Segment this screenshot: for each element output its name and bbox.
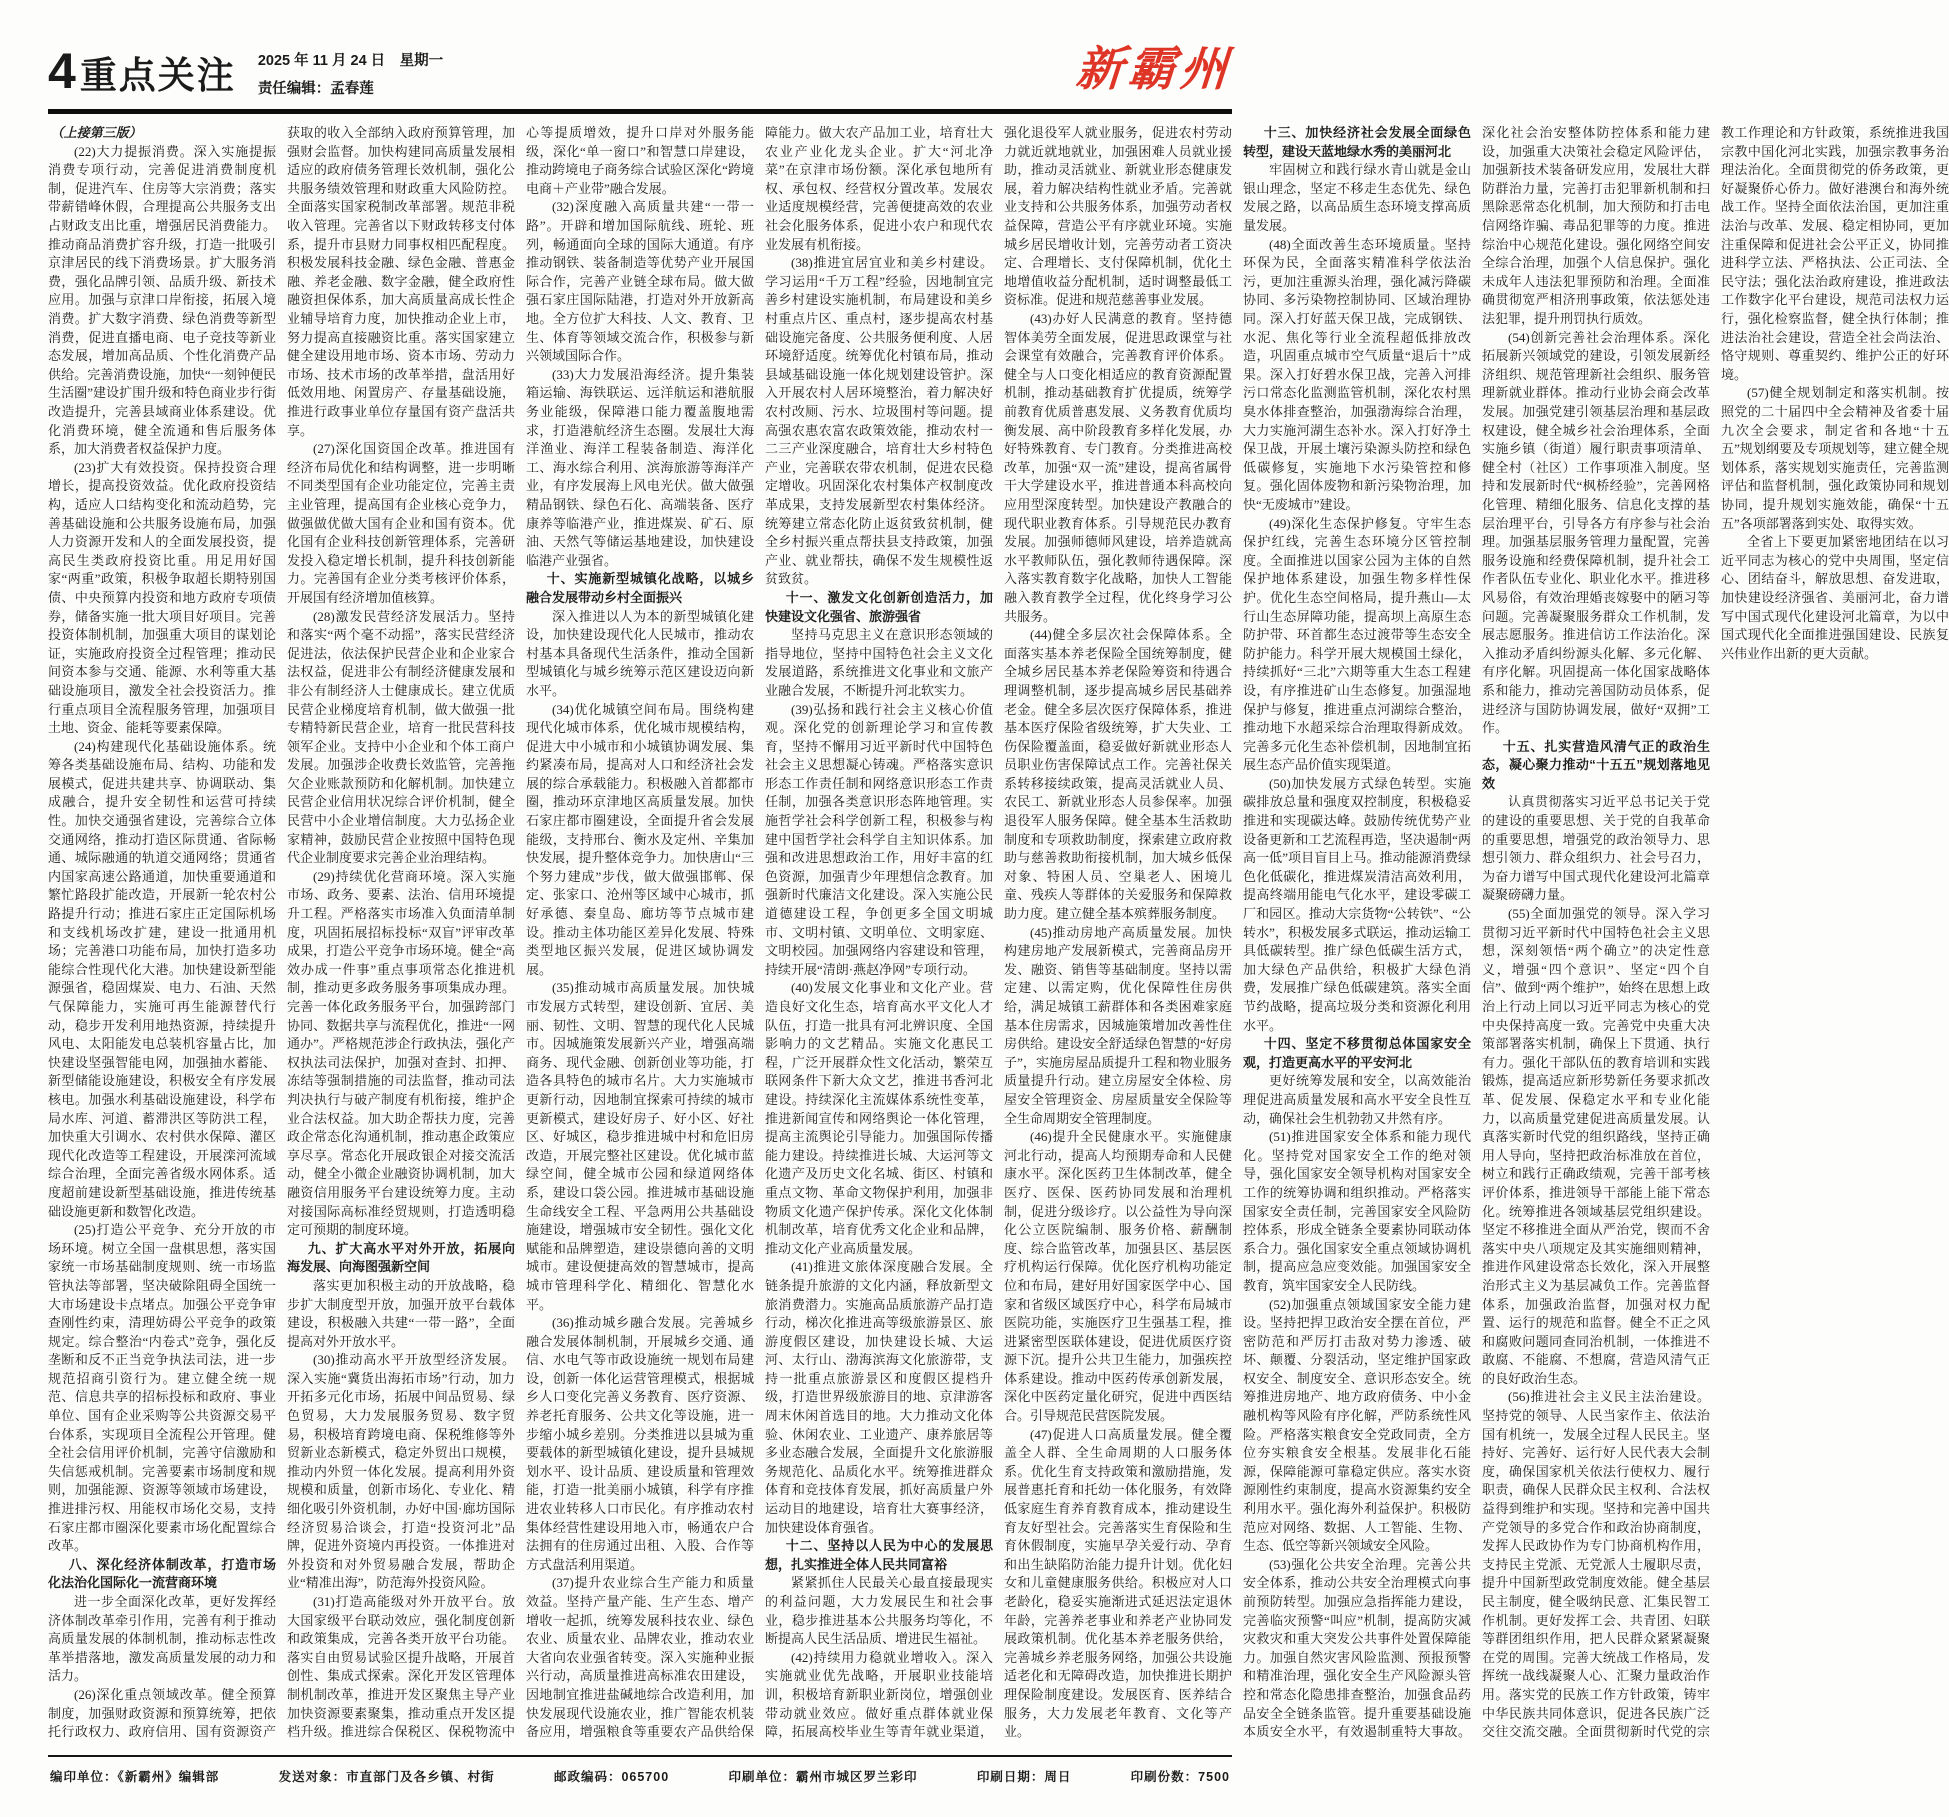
article-paragraph: 牢固树立和践行绿水青山就是金山银山理念，坚定不移走生态优先、绿色发展之路，以高品质生态环境支撑高质量发展。 (1243, 162, 1471, 234)
article-paragraph: 深入推进以人为本的新型城镇化建设，加快建设现代化人民城市，推动农村基本具备现代生活条件，推动全国新型城镇化与城乡统筹示范区建设迈向新水平。 (526, 608, 754, 698)
article-section-heading: 十一、激发文化创新创造活力，加快建设文化强省、旅游强省 (765, 589, 993, 624)
article-paragraph: (55)全面加强党的领导。深入学习贯彻习近平新时代中国特色社会主义思想，深刻领悟“两个确立”的决定性意义，增强“四个意识”、坚定“四个自信”、做到“两个维护”，始终在思想上政治上行动上同以习近平同志为核心的党中央保持高度一致。完善党中央重大决策部署落实机制，确保上下贯通、执行有力。强化干部队伍的教育培训和实践锻炼，提高适应新形势新任务要求抓改革、促发展、保稳定水平和专业化能力，以高质量党建促进高质量发展。认真落实新时代党的组织路线，坚持正确用人导向，坚持把政治标准放在首位，树立和践行正确政绩观，完善干部考核评价体系，推进领导干部能上能下常态化。统筹推进各领域基层党组织建设。坚定不移推进全面从严治党，锲而不舍落实中央八项规定及其实施细则精神，推进作风建设常态长效化，深入开展整治形式主义为基层减负工作。完善监督体系，加强政治监督，加强对权力配置、运行的规范和监督。健全不正之风和腐败问题同查同治机制，一体推进不敢腐、不能腐、不想腐，营造风清气正的良好政治生态。 (1482, 906, 1710, 1386)
article-paragraph: (40)发展文化事业和文化产业。营造良好文化生态，培育高水平文化人才队伍，打造一批具有河北辨识度、全国影响力的文艺精品。实施文化惠民工程，广泛开展群众性文化活动，繁荣互联网条件下新大众文艺，推进书香河北建设。持续深化主流媒体系统性变革，推进新闻宣传和网络舆论一体化管理，提高主流舆论引导能力。加强国际传播能力建设。持续推进长城、大运河等文化遗产及历史文化名城、街区、村镇和重点文物、革命文物保护利用，加强非物质文化遗产保护传承。深化文化体制机制改革，培育优秀文化企业和品牌，推动文化产业高质量发展。 (765, 980, 993, 1256)
article-paragraph: (29)持续优化营商环境。深入实施市场、政务、要素、法治、信用环境提升工程。严格落实市场准入负面清单制度，巩固拓展招标投标“双盲”评审改革成果，打造公平竞争市场环境。健全“高效办成一件事”重点事项常态化推进机制，推动更多政务服务事项集成办理。完善一体化政务服务平台，加强跨部门协同、数据共享与流程优化，推进“一网通办”。严格规范涉企行政执法，强化产权执法司法保护，加强对查封、扣押、冻结等强制措施的司法监督，推动司法判决执行与破产制度有机衔接，维护企业合法权益。加大助企帮扶力度，完善政企常态化沟通机制，推动惠企政策应享尽享。常态化开展政银企对接交流活动，健全小微企业融资协调机制，加大融资信用服务平台建设统筹力度。主动对接国际高标准经贸规则，打造透明稳定可预期的制度环境。 (287, 868, 515, 1238)
section-name: 重点关注 (79, 55, 236, 96)
article-section-heading: 十四、坚定不移贯彻总体国家安全观，打造更高水平的平安河北 (1243, 1036, 1471, 1070)
article-section-heading: 九、扩大高水平对外开放，拓展向海发展、向海图强新空间 (287, 1240, 515, 1275)
section-title-block (48, 43, 236, 99)
editor-line: 责任编辑：孟春莲 (257, 80, 374, 97)
edition-meta (258, 46, 443, 103)
article-paragraph: 全省上下要更加紧密地团结在以习近平同志为核心的党中央周围，坚定信心、团结奋斗，解放思想、奋发进取，加快建设经济强省、美丽河北，奋力谱写中国式现代化建设河北篇章，为以中国式现代化全面推进强国建设、民族复兴伟业作出新的更大贡献。 (1721, 534, 1949, 661)
article-body (48, 124, 1949, 1748)
article-paragraph: (33)大力发展沿海经济。提升集装箱运输、海铁联运、远洋航运和港航服务业能级，保障港口能力覆盖腹地需求，打造港航经济生态圈。发展壮大海洋渔业、海洋工程装备制造、海洋化工、海水综合利用、滨海旅游等海洋产业，有序发展海上风电光伏。做大做强精品钢铁、绿色石化、高端装备、医疗康养等临港产业，推进煤炭、矿石、原油、天然气等储运基地建设，加快建设临港产业强省。 (526, 366, 754, 568)
article-paragraph: (41)推进文旅体深度融合发展。全链条提升旅游的文化内涵，释放新型文旅消费潜力。实施高品质旅游产品打造行动，梯次化推进高等级旅游景区、旅游度假区建设，加快建设长城、大运河、太行山、渤海滨海文化旅游带，支持一批重点旅游景区和度假区提档升级，打造世界级旅游目的地、京津游客周末休闲首选目的地。大力推动文化体验、休闲农业、工业遗产、康养旅居等多业态融合发展，全面提升文化旅游服务规范化、品质化水平。统筹推进群众体育和竞技体育发展，抓好高质量户外运动目的地建设，培育壮大赛事经济，加快建设体育强省。 (765, 1259, 993, 1535)
article-paragraph: (35)推动城市高质量发展。加快城市发展方式转型，建设创新、宜居、美丽、韧性、文明、智慧的现代化人民城市。因城施策发展新兴产业，增强高端商务、现代金融、创新创业等功能，打造各具特色的城市名片。大力实施城市更新行动，因地制宜探索可持续的城市更新模式，建设好房子、好小区、好社区、好城区，稳步推进城中村和危旧房改造，开展完整社区建设。优化城市蓝绿空间，健全城市公园和绿道网络体系，建设口袋公园。推进城市基础设施生命线安全工程、平急两用公共基础设施建设，增强城市安全韧性。强化文化赋能和品牌塑造，建设崇德向善的文明城市。建设便捷高效的智慧城市，提高城市管理科学化、精细化、智慧化水平。 (526, 980, 754, 1312)
page-number: 4 (48, 43, 76, 99)
article-paragraph: (28)激发民营经济发展活力。坚持和落实“两个毫不动摇”，落实民营经济促进法，依法保护民营企业和企业家合法权益，促进非公有制经济健康发展和非公有制经济人士健康成长。建立优质民营企业梯度培育机制，做大做强一批专精特新民营企业，培育一批民营科技领军企业。支持中小企业和个体工商户发展。加强涉企收费长效监管，完善拖欠企业账款预防和化解机制。加快建立民营企业信用状况综合评价机制，健全民营中小企业增信制度。大力弘扬企业家精神，鼓励民营企业按照中国特色现代企业制度要求完善企业治理结构。 (287, 608, 515, 866)
footer-print-date: 印刷日期：周日 (976, 1770, 1072, 1785)
article-paragraph: 更好统筹发展和安全，以高效能治理促进高质量发展和高水平安全良性互动，确保社会生机勃勃又井然有序。 (1243, 1073, 1471, 1126)
article-paragraph: (47)促进人口高质量发展。健全覆盖全人群、全生命周期的人口服务体系。优化生育支持政策和激励措施，发展普惠托育和托幼一体化服务，有效降低家庭生育养育教育成本，推动建设生育友好型社会。完善落实生育保险和生育休假制度，实施早孕关爱行动、孕育和出生缺陷防治能力提升计划。优化妇女和儿童健康服务供给。积极应对人口老龄化，稳妥实施渐进式延迟法定退休年龄，完善养老事业和养老产业协同发展政策机制。优化基本养老服务供给，完善城乡养老服务网络，加强公共设施适老化和无障碍改造，加快推进长期护理保险制度建设。发展医育、医养结合服务，大力发展老年教育、文化等产业。 (1004, 1426, 1232, 1740)
article-paragraph: 坚持马克思主义在意识形态领域的指导地位，坚持中国特色社会主义文化发展道路，系统推进文化事业和文旅产业融合发展，不断提升河北软实力。 (765, 627, 993, 698)
article-paragraph: (23)扩大有效投资。保持投资合理增长，提高投资效益。优化政府投资结构，适应人口结构变化和流动趋势，完善基础设施和公共服务设施布局，加强人力资源开发和人的全面发展投资，提高民生类政府投资比重。用足用好国家“两重”政策，积极争取超长期特别国债、中央预算内投资和地方政府专项债券，储备实施一批大项目好项目。完善投资体制机制，加强重大项目的谋划论证，实施政府投资全过程管理；推动民间资本参与交通、能源、水利等重大基础设施项目，激发全社会投资活力。推行重点项目全流程服务管理，加强项目土地、资金、能耗等要素保障。 (48, 459, 276, 736)
article-paragraph: (50)加快发展方式绿色转型。实施碳排放总量和强度双控制度，积极稳妥推进和实现碳达峰。鼓励传统优势产业设备更新和工艺流程再造，坚决遏制“两高一低”项目盲目上马。推动能源消费绿色化低碳化，推进煤炭清洁高效利用，提高终端用能电气化水平，建设零碳工厂和园区。推动大宗货物“公转铁”、“公转水”，积极发展多式联运，推动运输工具低碳转型。推广绿色低碳生活方式，加大绿色产品供给，积极扩大绿色消费，发展推广绿色低碳建筑。落实全面节约战略，提高垃圾分类和资源化利用水平。 (1243, 775, 1471, 1033)
page-footer (48, 1757, 1232, 1785)
article-paragraph: (56)推进社会主义民主法治建设。坚持党的领导、人民当家作主、依法治国有机统一，发展全过程人民民主。坚持好、完善好、运行好人民代表大会制度，确保国家机关依法行使权力、履行职责，确保人民群众民主权利、合法权益得到维护和实现。坚持和完善中国共产党领导的多党合作和政治协商制度，发挥人民政协作为专门协商机构作用，支持民主党派、无党派人士履职尽责，提升中国新型政党制度效能。健全基层民主制度，健全吸纳民意、汇集民智工作机制。更好发挥工会、共青团、妇联等群团组织作用，把人民群众紧紧凝聚在党的周围。完善大统战工作格局，发挥统一战线凝聚人心、汇聚力量政治作用。落实党的民族工作方针政策，铸牢中华民族共同体意识，促进各民族广泛交往交流交融。全面贯彻新时代党的宗教工作理论和方针政策，系统推进我国宗教中国化河北实践，加强宗教事务治理法治化。全面贯彻党的侨务政策，更好凝聚侨心侨力。做好港澳台和海外统战工作。坚持全面依法治国，更加注重法治与改革、发展、稳定相协同，更加注重保障和促进社会公平正义，协同推进科学立法、严格执法、公正司法、全民守法；强化法治政府建设，推进政法工作数字化平台建设，规范司法权力运行，强化检察监督，健全执行体制；推进法治社会建设，营造全社会尚法治、恪守规则、尊重契约、维护公正的好环境。 (1482, 125, 1949, 1740)
article-paragraph: (57)健全规划制定和落实机制。按照党的二十届四中全会精神及省委十届九次全会要求，制定省和各地“十五五”规划纲要及专项规划等，建立健全规划体系，落实规划实施责任，完善监测评估和监督机制，强化政策协同和规划协同，提升规划实施效能，确保“十五五”各项部署落到实处、取得实效。 (1721, 385, 1949, 531)
date-line: 2025 年 11 月 24 日 星期一 (257, 53, 444, 69)
article-paragraph: (39)弘扬和践行社会主义核心价值观。深化党的创新理论学习和宣传教育，坚持不懈用习近平新时代中国特色社会主义思想凝心铸魂。严格落实意识形态工作责任制和网络意识形态工作责任制，加强各类意识形态阵地管理。实施哲学社会科学创新工程，积极参与构建中国哲学社会科学自主知识体系。加强和改进思想政治工作，用好丰富的红色资源，加强青少年理想信念教育。加强新时代廉洁文化建设。深入实施公民道德建设工程，争创更多全国文明城市、文明村镇、文明单位、文明家庭、文明校园。加强网络内容建设和管理，持续开展“清朗·燕赵净网”专项行动。 (765, 701, 993, 977)
article-paragraph: 落实更加积极主动的开放战略，稳步扩大制度型开放，加强开放平台载体建设，积极融入共建“一带一路”，全面提高对外开放水平。 (287, 1277, 515, 1349)
article-paragraph: (27)深化国资国企改革。推进国有经济布局优化和结构调整，进一步明晰不同类型国有企业功能定位，完善主责主业管理，提高国有企业核心竞争力，做强做优做大国有企业和国有资本。优化国有企业科技创新管理体系，完善研发投入稳定增长机制，提升科技创新能力。完善国有企业分类考核评价体系，开展国有经济增加值核算。 (287, 441, 515, 605)
article-paragraph: (24)构建现代化基础设施体系。统筹各类基础设施布局、结构、功能和发展模式，促进共建共享、协调联动、集成融合，提升安全韧性和运营可持续性。加快交通强省建设，完善综合立体交通网络，推动打造区际贯通、省际畅通、城际融通的轨道交通网络；贯通省内国家高速公路通道，加快重要通道和繁忙路段扩能改造，开展新一轮农村公路提升行动；推进石家庄正定国际机场和支线机场改扩建，建设一批通用机场；完善港口功能布局，加快打造多功能综合性现代化大港。加快建设新型能源强省，稳固煤炭、电力、石油、天然气保障能力，实施可再生能源替代行动，稳步开发利用地热资源，持续提升风电、太阳能发电总装机容量占比，加快建设坚强智能电网，加强抽水蓄能、新型储能设施建设，积极安全有序发展核电。加强水利基础设施建设，科学布局水库、河道、蓄滞洪区等防洪工程，加快重大引调水、农村供水保障、灌区现代化改造等工程建设，开展滦河流域综合治理，全面完善省级水网体系。适度超前建设新型基础设施，推进传统基础设施更新和数智化改造。 (48, 738, 276, 1219)
article-paragraph: (49)深化生态保护修复。守牢生态保护红线，完善生态环境分区管控制度。全面推进以国家公园为主体的自然保护地体系建设，加强生物多样性保护。优化生态空间格局，提升燕山—太行山生态屏障功能，提高坝上高原生态防护带、环首都生态过渡带等生态安全防护能力。科学开展大规模国土绿化，持续抓好“三北”六期等重大生态工程建设，有序推进矿山生态修复。加强湿地保护与修复，推进重点河湖综合整治，推动地下水超采综合治理取得新成效。完善多元化生态补偿机制，因地制宜拓展生态产品价值实现渠道。 (1243, 515, 1471, 773)
footer-publisher: 编印单位：《新霸州》编辑部 (50, 1770, 220, 1785)
footer-printer: 印刷单位：霸州市城区罗兰彩印 (728, 1770, 918, 1785)
article-paragraph: (37)提升农业综合生产能力和质量效益。坚持产量产能、生产生态、增产增收一起抓，统筹发展科技农业、绿色农业、质量农业、品牌农业，推动农业大省向农业强省转变。深入实施种业振兴行动，高质量推进高标准农田建设，因地制宜推进盐碱地综合改造利用，加快发展现代设施农业，推广智能农机装备应用，增强粮食等重要农产品供给保障能力。做大农产品加工业，培育壮大农业产业化龙头企业。扩大“河北净菜”在京津市场份额。深化承包地所有权、承包权、经营权分置改革。发展农业适度规模经营，完善便捷高效的农业社会化服务体系，促进小农户和现代农业发展有机衔接。 (526, 125, 993, 1740)
article-paragraph: (51)推进国家安全体系和能力现代化。坚持党对国家安全工作的绝对领导，强化国家安全领导机构对国家安全工作的统筹协调和组织推动。严格落实国家安全责任制，完善国家安全风险防控体系，形成全链条全要素协同联动体系合力。强化国家安全重点领域协调机制，提高应急应变效能。加强国家安全教育，筑牢国家安全人民防线。 (1243, 1129, 1471, 1293)
article-paragraph: (42)持续用力稳就业增收入。深入实施就业优先战略，开展职业技能培训，积极培育新职业新岗位，增强创业带动就业效应。做好重点群体就业保障，拓展高校毕业生等青年就业渠道，强化退役军人就业服务，促进农村劳动力就近就地就业，加强困难人员就业援助，推动灵活就业、新就业形态健康发展，着力解决结构性就业矛盾。完善就业支持和公共服务体系，加强劳动者权益保障，营造公平有序就业环境。实施城乡居民增收计划，完善劳动者工资决定、合理增长、支付保障机制，优化土地增值收益分配机制，适时调整最低工资标准。促进和规范慈善事业发展。 (765, 125, 1232, 1740)
article-paragraph: (43)办好人民满意的教育。坚持德智体美劳全面发展，促进思政课堂与社会课堂有效融合，完善教育评价体系。健全与人口变化相适应的教育资源配置机制，推动基础教育扩优提质，统筹学前教育优质普惠发展、义务教育优质均衡发展、高中阶段教育多样化发展，办好特殊教育、专门教育。分类推进高校改革，加强“双一流”建设，提高省属骨干大学建设水平，推进普通本科高校向应用型深度转型。加快建设产教融合的现代职业教育体系。引导规范民办教育发展。加强师德师风建设，培养造就高水平教师队伍，强化教师待遇保障。深入落实教育数字化战略，加快人工智能融入教育教学全过程，优化终身学习公共服务。 (1004, 311, 1232, 624)
article-paragraph: (32)深度融入高质量共建“一带一路”。开辟和增加国际航线、班轮、班列，畅通面向全球的国际大通道。有序推动钢铁、装备制造等优势产业开展国际合作，完善产业链全球布局。做大做强石家庄国际陆港，打造对外开放新高地。全方位扩大科技、人文、教育、卫生、体育等领域交流合作，积极参与新兴领域国际合作。 (526, 199, 754, 364)
article-paragraph: 认真贯彻落实习近平总书记关于党的建设的重要思想、关于党的自我革命的重要思想，增强党的政治领导力、思想引领力、群众组织力、社会号召力，为奋力谱写中国式现代化建设河北篇章凝聚磅礴力量。 (1482, 794, 1710, 903)
header-rule (48, 109, 1232, 114)
article-paragraph: (52)加强重点领域国家安全能力建设。坚持把捍卫政治安全摆在首位，严密防范和严厉打击敌对势力渗透、破坏、颠覆、分裂活动，坚定维护国家政权安全、制度安全、意识形态安全。统筹推进房地产、地方政府债务、中小金融机构等风险有序化解，严防系统性风险。严格落实粮食安全党政同责，全方位夯实粮食安全根基。发展非化石能源，保障能源可靠稳定供应。落实水资源刚性约束制度，提高水资源集约安全利用水平。强化海外利益保护。积极防范应对网络、数据、人工智能、生物、生态、低空等新兴领域安全风险。 (1243, 1296, 1471, 1554)
masthead-logo: 新霸州 (1074, 44, 1234, 96)
article-paragraph: (54)创新完善社会治理体系。深化拓展新兴领域党的建设，引领发展新经济组织、规范管理新社会组织、服务管理新就业群体。推动行业协会商会改革发展。加强党建引领基层治理和基层政权建设，健全城乡社会治理体系，全面实施乡镇（街道）履行职责事项清单、健全村（社区）工作事项准入制度。坚持和发展新时代“枫桥经验”，完善网格化管理、精细化服务、信息化支撑的基层治理平台，引导各方有序参与社会治理。加强基层服务管理力量配置，完善服务设施和经费保障机制，提升社会工作者队伍专业化、职业化水平。推进移风易俗，有效治理婚丧嫁娶中的陋习等问题。完善凝聚服务群众工作机制，发展志愿服务。推进信访工作法治化。深入推动矛盾纠纷源头化解、多元化解、有序化解。巩固提高一体化国家战略体系和能力，推动完善国防动员体系，促进经济与国防协调发展，做好“双拥”工作。 (1482, 329, 1710, 736)
article-paragraph: (34)优化城镇空间布局。围绕构建现代化城市体系，优化城市规模结构，促进大中小城市和小城镇协调发展、集约紧凑布局，提高对人口和经济社会发展的综合承载能力。积极融入首都都市圈，推动环京津地区高质量发展。加快石家庄都市圈建设，全面提升省会发展能级，支持邢台、衡水及定州、辛集加快发展，提升整体竞争力。加快唐山“三个努力建成”步伐，做大做强邯郸、保定、张家口、沧州等区域中心城市，抓好承德、秦皇岛、廊坊等节点城市建设。推动主体功能区差异化发展、特殊类型地区振兴发展，促进区域协调发展。 (526, 701, 754, 977)
article-paragraph: (45)推动房地产高质量发展。加快构建房地产发展新模式，完善商品房开发、融资、销售等基础制度。坚持以需定建、以需定购，优化保障性住房供给，满足城镇工薪群体和各类困难家庭基本住房需求，因城施策增加改善性住房供给。建设安全舒适绿色智慧的“好房子”，实施房屋品质提升工程和物业服务质量提升行动。建立房屋安全体检、房屋安全管理资金、房屋质量安全保险等全生命周期安全管理制度。 (1004, 924, 1232, 1126)
article-section-heading: 十、实施新型城镇化战略，以城乡融合发展带动乡村全面振兴 (526, 571, 754, 605)
article-paragraph: (25)打造公平竞争、充分开放的市场环境。树立全国一盘棋思想，落实国家统一市场基础制度规则、统一市场监管执法等部署，坚决破除阻碍全国统一大市场建设卡点堵点。加强公平竞争审查刚性约束，清理妨碍公平竞争的政策规定。综合整治“内卷式”竞争，强化反垄断和反不正当竞争执法司法，进一步规范招商引资行为。建立健全统一规范、信息共享的招标投标和政府、事业单位、国有企业采购等公共资源交易平台体系，实现项目全流程公开管理。健全社会信用评价机制，完善守信激励和失信惩戒机制。完善要素市场制度和规则，加强能源、资源等领域市场建设，推进排污权、用能权市场化交易，支持石家庄都市圈深化要素市场化配置综合改革。 (48, 1222, 276, 1554)
article-paragraph: (53)强化公共安全治理。完善公共安全体系，推动公共安全治理模式向事前预防转型。加强应急指挥能力建设，完善临灾预警“叫应”机制，提高防灾减灾救灾和重大突发公共事件处置保障能力。加强自然灾害风险监测、预报预警和精准治理，强化安全生产风险源头管控和常态化隐患排查整治，加强食品药品安全全链条监管。提升重要基础设施本质安全水平，有效遏制重特大事故。深化社会治安整体防控体系和能力建设，加强重大决策社会稳定风险评估，加强新技术装备研发应用，发展壮大群防群治力量，完善打击犯罪新机制和扫黑除恶常态化机制，加大预防和打击电信网络诈骗、毒品犯罪等的力度。推进综治中心规范化建设。强化网络空间安全综合治理，加强个人信息保护。强化未成年人违法犯罪预防和治理。全面准确贯彻宽严相济刑事政策，依法惩处违法犯罪，提升刑罚执行质效。 (1243, 125, 1710, 1740)
article-paragraph: (31)打造高能级对外开放平台。放大国家级平台联动效应，强化制度创新和政策集成，完善各类开放平台功能。落实自由贸易试验区提升战略，开展首创性、集成式探索。深化开发区管理体制机制改革，推进开发区聚焦主导产业加快资源要素聚集，推动重点开发区提档升级。推进综合保税区、保税物流中心等提质增效，提升口岸对外服务能级，深化“单一窗口”和智慧口岸建设，推动跨境电子商务综合试验区深化“跨境电商＋产业带”融合发展。 (287, 125, 754, 1740)
article-paragraph: (46)提升全民健康水平。实施健康河北行动，提高人均预期寿命和人民健康水平。深化医药卫生体制改革，健全医疗、医保、医药协同发展和治理机制，促进分级诊疗。以公益性为导向深化公立医院编制、服务价格、薪酬制度、综合监管改革，加强县区、基层医疗机构运行保障。优化医疗机构功能定位和布局，建好用好国家医学中心、国家和省级区域医疗中心，科学布局城市医院功能，实施医疗卫生强基工程，推进紧密型医联体建设，促进优质医疗资源下沉。提升公共卫生能力，加强疾控体系建设。推动中医药传承创新发展，深化中医药定量化研究，促进中西医结合。引导规范民营医院发展。 (1004, 1129, 1232, 1424)
article-paragraph: 进一步全面深化改革，更好发挥经济体制改革牵引作用，完善有利于推动高质量发展的体制机制，推动标志性改革举措落地，激发高质量发展的动力和活力。 (48, 1594, 276, 1684)
footer-distribution: 发送对象：市直部门及各乡镇、村街 (278, 1770, 495, 1785)
footer-postal-code: 邮政编码：065700 (553, 1770, 670, 1785)
article-paragraph: (48)全面改善生态环境质量。坚持环保为民，全面落实精准科学依法治污，更加注重源头治理，强化减污降碳协同、多污染物控制协同、区域治理协同。深入打好蓝天保卫战，完成钢铁、水泥、焦化等行业全流程超低排放改造，巩固重点城市空气质量“退后十”成果。深入打好碧水保卫战，完善入河排污口常态化监测监管机制，深化农村黑臭水体排查整治，加强渤海综合治理，大力实施河湖生态补水。深入打好净土保卫战，开展土壤污染源头防控和绿色低碳修复，实施地下水污染管控和修复。强化固体废物和新污染物治理，加快“无废城市”建设。 (1243, 236, 1471, 512)
article-section-heading: 八、深化经济体制改革，打造市场化法治化国际化一流营商环境 (48, 1556, 276, 1591)
article-paragraph: (26)深化重点领域改革。健全预算制度，加强财政资源和预算统筹，把依托行政权力、政府信用、国有资源资产获取的收入全部纳入政府预算管理，加强财会监督。加快构建同高质量发展相适应的政府债务管理长效机制，强化公共服务绩效管理和财政重大风险防控。全面落实国家税制改革部署。规范非税收入管理。完善省以下财政转移支付体系，提升市县财力同事权相匹配程度。积极发展科技金融、绿色金融、普惠金融、养老金融、数字金融，健全政府性融资担保体系，加大高质量高成长性企业辅导培育力度，加快推动企业上市，努力提高直接融资比重。落实国家建立健全建设用地市场、资本市场、劳动力市场、技术市场的改革举措，盘活用好低效用地、闲置房产、存量基础设施，推进行政事业单位存量国有资产盘活共享。 (48, 125, 515, 1740)
article-paragraph: (30)推动高水平开放型经济发展。深入实施“冀货出海拓市场”行动，加力开拓多元化市场，拓展中间品贸易、绿色贸易，大力发展服务贸易、数字贸易，积极培育跨境电商、保税维修等外贸新业态新模式，稳定外贸出口规模，推动内外贸一体化发展。提高利用外资规模和质量，创新市场化、专业化、精细化吸引外资机制，办好中国·廊坊国际经济贸易洽谈会，打造“投资河北”品牌，促进外资境内再投资。一体推进对外投资和对外贸易融合发展，帮助企业“精准出海”，防范海外投资风险。 (287, 1352, 515, 1591)
footer-print-count: 印刷份数：7500 (1130, 1770, 1230, 1785)
article-paragraph: (36)推动城乡融合发展。完善城乡融合发展体制机制，开展城乡交通、通信、水电气等市政设施统一规划布局建设，创新一体化运营管理模式，根据城乡人口变化完善义务教育、医疗资源、养老托育服务、公共文化等设施，进一步缩小城乡差别。分类推进以县城为重要载体的新型城镇化建设，提升县城规划水平、设计品质、建设质量和管理效能，打造一批美丽小城镇，科学有序推进农业转移人口市民化。有序推动农村集体经营性建设用地入市，畅通农户合法拥有的住房通过出租、入股、合作等方式盘活利用渠道。 (526, 1315, 754, 1572)
article-paragraph: (22)大力提振消费。深入实施提振消费专项行动，完善促进消费制度机制，促进汽车、住房等大宗消费；落实带薪错峰休假，合理提高公共服务支出占财政支出比重，增强居民消费能力。推动商品消费扩容升级，打造一批吸引京津居民的线下消费场景。扩大服务消费，强化品牌引领、品质升级、新技术应用。加强与京津口岸衔接，拓展入境消费。扩大数字消费、绿色消费等新型消费，促进直播电商、电子竞技等新业态发展，增加高品质、个性化消费产品供给。完善消费设施，加快“一刻钟便民生活圈”建设扩围升级和特色商业步行街改造提升，完善县域商业体系建设。优化消费环境，健全流通和售后服务体系，加大消费者权益保护力度。 (48, 143, 276, 457)
article-paragraph: (38)推进宜居宜业和美乡村建设。学习运用“千万工程”经验，因地制宜完善乡村建设实施机制，布局建设和美乡村重点片区、重点村，逐步提高农村基础设施完备度、公共服务便利度、人居环境舒适度。统筹优化村镇布局，推动县域基础设施一体化规划建设管护。深入开展农村人居环境整治，着力解决好农村改厕、污水、垃圾围村等问题。提高强农惠农富农政策效能，推动农村一二三产业深度融合，培育壮大乡村特色产业，完善联农带农机制，促进农民稳定增收。巩固深化农村集体产权制度改革成果，支持发展新型农村集体经济。统筹建立常态化防止返贫致贫机制，健全乡村振兴重点帮扶县支持政策，加强产业、就业帮扶，确保不发生规模性返贫致贫。 (765, 255, 993, 587)
continuation-note: （上接第三版） (50, 125, 142, 141)
article-section-heading: 十三、加快经济社会发展全面绿色转型，建设天蓝地绿水秀的美丽河北 (1243, 125, 1471, 159)
article-paragraph: 紧紧抓住人民最关心最直接最现实的利益问题，大力发展民生和社会事业，稳步推进基本公共服务均等化，不断提高人民生活品质、增进民生福祉。 (765, 1575, 993, 1647)
article-paragraph: (44)健全多层次社会保障体系。全面落实基本养老保险全国统筹制度，健全城乡居民基本养老保险筹资和待遇合理调整机制，逐步提高城乡居民基础养老金。健全多层次医疗保障体系，推进基本医疗保险省级统筹，扩大失业、工伤保险覆盖面，稳妥做好新就业形态人员职业伤害保障试点工作。完善社保关系转移接续政策，提高灵活就业人员、农民工、新就业形态人员参保率。加强退役军人服务保障。健全基本生活救助制度和专项救助制度，探索建立政府救助与慈善救助衔接机制，加大城乡低保对象、特困人员、空巢老人、困境儿童、残疾人等群体的关爱服务和保障救助力度。建立健全基本殡葬服务制度。 (1004, 627, 1232, 922)
article-section-heading: 十五、扎实营造风清气正的政治生态，凝心聚力推动“十五五”规划落地见效 (1482, 738, 1710, 791)
article-section-heading: 十二、坚持以人民为中心的发展思想，扎实推进全体人民共同富裕 (765, 1538, 993, 1572)
page-header (48, 43, 1234, 103)
